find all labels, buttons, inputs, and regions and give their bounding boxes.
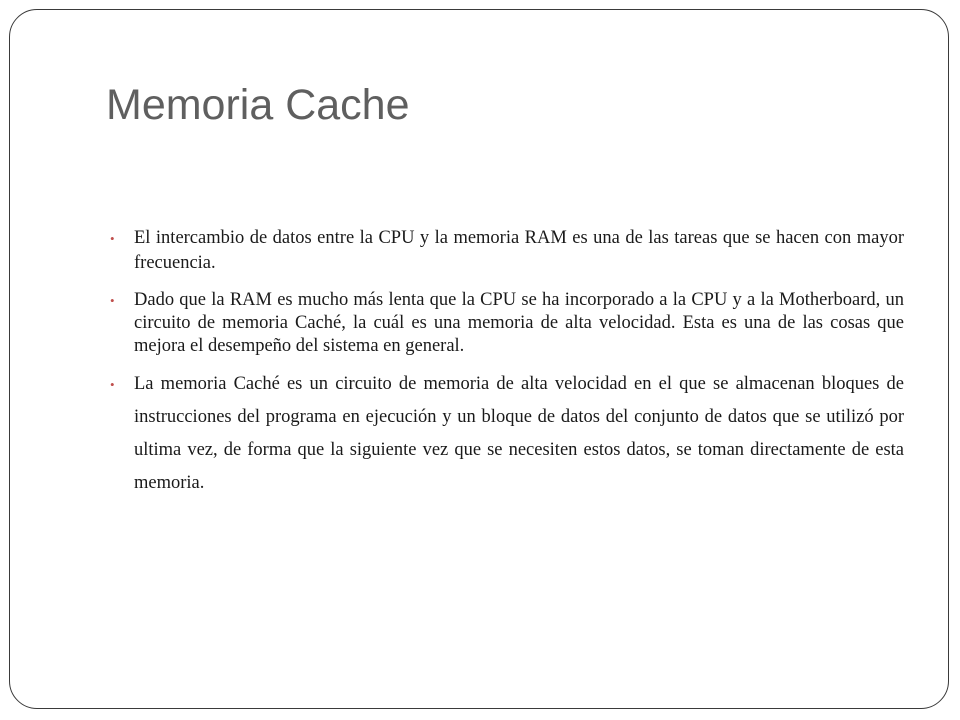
bullet-list	[106, 226, 904, 500]
slide-title: Memoria Cache	[106, 81, 410, 129]
bullet-dot-icon: •	[110, 293, 115, 308]
bullet-item-3	[106, 368, 904, 500]
bullet-text-3: La memoria Caché es un circuito de memoria de alta velocidad en el que se almacenan bloques de instrucciones del programa en ejecución y un bloque de datos del conjunto de datos que se utilizó por ultima vez, de forma que la siguiente vez que se necesiten estos datos, se toman directamente de esta memoria.	[134, 374, 904, 493]
bullet-item-1	[106, 226, 904, 276]
bullet-dot-icon: •	[110, 231, 115, 246]
bullet-dot-icon: •	[110, 377, 115, 392]
bullet-item-2	[106, 289, 904, 358]
bullet-text-2: Dado que la RAM es mucho más lenta que la CPU se ha incorporado a la CPU y a la Motherboard, un circuito de memoria Caché, la cuál es una memoria de alta velocidad. Esta es una de las cosas que mejora el desempeño del sistema en general.	[134, 290, 904, 356]
bullet-text-1: El intercambio de datos entre la CPU y la memoria RAM es una de las tareas que se hacen con mayor frecuencia.	[134, 228, 904, 273]
